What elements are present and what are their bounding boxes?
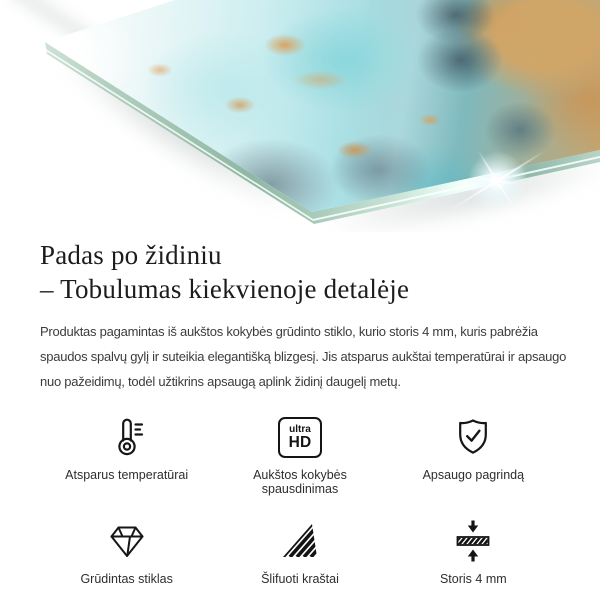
page-title-line1: Padas po židiniu bbox=[40, 240, 222, 270]
ultra-hd-icon bbox=[278, 414, 322, 460]
feature-label: Atsparus temperatūrai bbox=[65, 468, 189, 482]
feature-polished-edges bbox=[213, 518, 386, 586]
feature-print-quality bbox=[213, 414, 386, 496]
product-description: Produktas pagamintas iš aukštos kokybės grūdinto stiklo, kurio storis 4 mm, kuris pabrėžia spaudos spalvų gylį ir suteikia elegantišką blizgesį. Jis atsparus aukštai temperatūrai ir apsaugo nuo pažeidimų, todėl užtikrins apsaugą aplink židinį daugelį metų. bbox=[40, 324, 567, 389]
feature-grid bbox=[40, 414, 560, 586]
feature-protects-base bbox=[387, 414, 560, 496]
feature-label: Storis 4 mm bbox=[439, 572, 507, 586]
product-description-section bbox=[0, 238, 600, 586]
diamond-icon bbox=[104, 518, 150, 564]
feature-label: Grūdintas stiklas bbox=[80, 572, 173, 586]
page-title-line2: – Tobulumas kiekvienoje detalėje bbox=[40, 274, 410, 304]
thickness-icon bbox=[451, 518, 495, 564]
feature-label: Apsaugo pagrindą bbox=[422, 468, 525, 482]
ultra-hd-badge-bottom: HD bbox=[288, 433, 312, 451]
shield-check-icon bbox=[451, 414, 495, 460]
feature-tempered-glass bbox=[40, 518, 213, 586]
feature-label: Šlifuoti kraštai bbox=[261, 572, 339, 586]
product-image bbox=[0, 0, 600, 232]
feature-label: Aukštos kokybės spausdinimas bbox=[253, 468, 347, 496]
page-title bbox=[40, 238, 560, 306]
feature-thickness bbox=[387, 518, 560, 586]
ultra-hd-badge-top: ultra bbox=[289, 423, 311, 435]
polished-edges-icon bbox=[279, 518, 321, 564]
thermometer-icon bbox=[105, 414, 149, 460]
feature-heat-resistant bbox=[40, 414, 213, 496]
